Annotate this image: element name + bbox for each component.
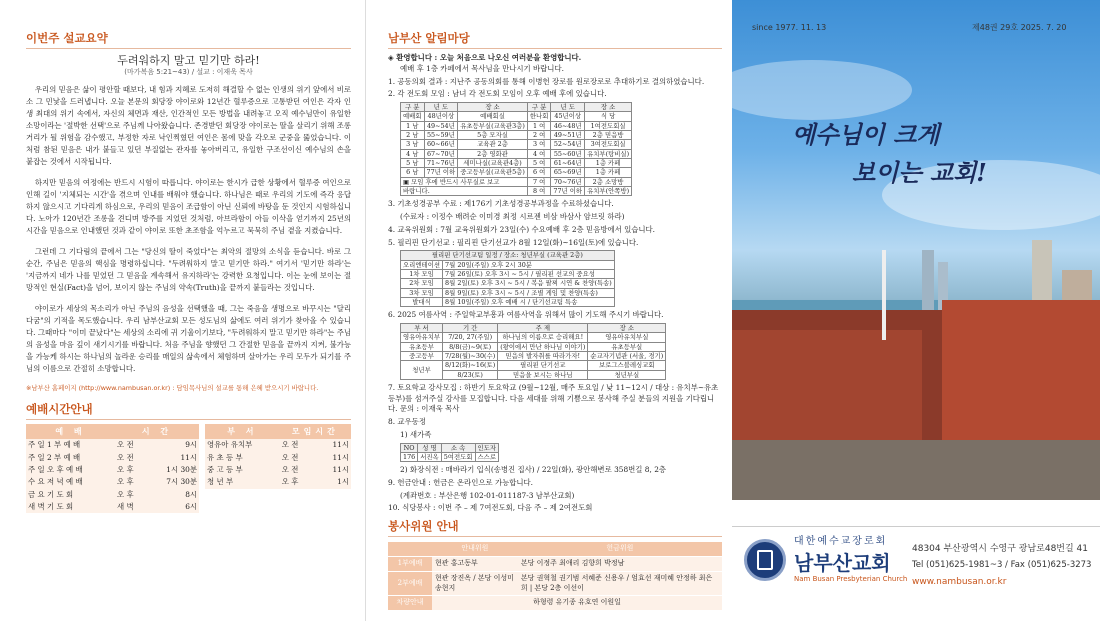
table-row: 5 남 71~76년 세미나실(교육관4층) 5 여 61~64년 1층 카페: [401, 159, 632, 168]
table-row: 8/23(토) 믿음을 보시는 하나님 청년부실: [401, 370, 666, 379]
news-item: 2) 화장식전 : 매바라기 입식(송병진 집사) / 22일(화), 광안해변로 358번길 8, 2층: [400, 465, 667, 475]
cover-photo: [732, 0, 1100, 500]
table-row: 예배회 48년이상 예배회실 한나회 45년이상 식 당: [401, 112, 632, 121]
news-panel: [366, 0, 732, 621]
denomination: 대한예수교장로회: [794, 536, 888, 547]
volunteer-table: 안내위원 헌금위원 1부예배 현관 홍고동부 본당 이정주 최애리 김향희 박정남 2부예배 현관 장진옥 / 본당 이성미 송현지 본당 권혁철 권기범 서혜준 신용우 / 엄효선 재미혜 안정하 최은희 | 본당 2층 이선이 차량안내 하형령 유기종 유호연 이원일: [388, 541, 722, 610]
phone-fax: Tel (051)625-1981~3 / Fax (051)625-3273: [912, 560, 1092, 570]
table-row: 2부예배 현관 장진옥 / 본당 이성미 송현지 본당 권혁철 권기범 서혜준 신용우 / 엄효선 재미혜 안정하 최은희 | 본당 2층 이선이: [388, 571, 722, 596]
sermon-title: 두려워하지 말고 믿기만 하라!: [117, 54, 260, 68]
news-item: 5. 필리핀 단기선교 : 필리핀 단기선교가 8월 12일(화)~16일(토)에 있습니다.: [388, 237, 639, 247]
news-item: 1) 새가족: [400, 429, 432, 439]
news-item: (계좌번호 : 부산은행 102-01-011187-3 남부산교회): [400, 490, 575, 500]
worship-table: [26, 424, 351, 513]
news-heading: 남부산 알림마당: [388, 30, 722, 49]
table-row: 4 남 67~70년 2층 영화관 4 여 55~60년 유치부(탕비실): [401, 149, 632, 158]
cover-title-line2: 보이는 교회!: [852, 158, 987, 187]
news-item: 8. 교우동정: [388, 417, 426, 427]
table-row: 2차 모임 8월 2일(토) 오후 3시 ~ 5시 / 복음 팔찌 시연 & 찬양(특송): [401, 279, 615, 288]
cover-panel: [732, 0, 1100, 621]
news-item: 4. 교육위원회 : 7월 교육위원회가 23일(수) 수요예배 후 2층 믿음방에서 있습니다.: [388, 224, 656, 234]
worship-heading: 예배시간안내: [26, 401, 351, 420]
summer-ministry-table: 부 서 기 간 주 제 장 소 영유아유치부 7/20, 27(주일) 하나님의 이름으로 승리해요! 영유아유치부실 유초등부 8/8(금)~9(토) (왕이에서 만난 하나님 이야기) 유초등부실 중고등부 7/28(월)~30(수) 믿음의 발자취를 따라가자! 순교자기념관 (서울, 경기) 청년부 8/12(화)~16(토) 필리핀 단기선교 보로그스블레싱교회 8/23(토) 믿음을 보시는 하나님 청년부실: [400, 323, 666, 380]
table-row: 주 일 1 부 예 배 오 전 9시 영유아 유치부 오 전 11시: [26, 439, 351, 451]
church-name-en: Nam Busan Presbyterian Church: [794, 575, 908, 583]
issue-number: 제48권 29호 2025. 7. 20: [972, 23, 1067, 32]
table-row: 1부예배 현관 홍고동부 본당 이정주 최애리 김향희 박정남: [388, 557, 722, 572]
table-row: 바랍니다. 8 여 77년 이하 유치부(안쪽방): [401, 186, 632, 195]
table-row: 주 일 2 부 예 배 오 전 11시 유 초 등 부 오 전 11시: [26, 452, 351, 464]
table-row: 6 남 77년 이하 중고등부실(교육관5층) 6 여 65~69년 1층 카페: [401, 168, 632, 177]
table-row: 금 요 기 도 회 오 후 8시: [26, 489, 351, 501]
sermon-reference: (마가복음 5:21~43) / 설교 : 이재욱 목사: [124, 68, 253, 77]
news-item: 7. 토요학교 강사모집 : 하반기 토요학교 (9월~12월, 매주 토요일 / 낮 11~12시 / 대상 : 유치부~유초등부)를 섬겨주실 강사를 모집합니다. 다음 세대를 위해 기쁨으로 봉사해 주실 분들의 지원을 기다립니다. 문의 : 이재욱 목사: [388, 382, 719, 414]
table-row: 수 요 저 녁 예 배 오 후 7시 30분 청 년 부 오 후 1시: [26, 476, 351, 488]
header-cell: 부 서: [205, 424, 280, 439]
table-row: 중고등부 7/28(월)~30(수) 믿음의 발자취를 따라가자! 순교자기념관 (서울, 경기): [401, 351, 666, 360]
news-item: 9. 헌금안내 : 헌금은 온라인으로 가능합니다.: [388, 477, 534, 487]
sermon-heading: 이번주 설교요약: [26, 30, 351, 49]
table-row: ▣ 모임 후에 반드시 사무실로 보고 7 여 70~76년 2층 소망방: [401, 177, 632, 186]
website-link[interactable]: www.nambusan.or.kr: [912, 577, 1007, 587]
table-row: 발대식 8월 10일(주일) 오후 예배 시 / 단기선교팀 특송: [401, 297, 615, 306]
sermon-paragraph: 야이로가 세상의 목소리가 아닌 주님의 음성을 선택했을 때, 그는 죽음을 생명으로 바꾸시는 "달리다굼"의 기적을 목도했습니다. 우리 남부산교회 모든 성도님의 삶에도 여러 위기가 찾아올 수 있습니다. 그때마다 "이미 끝났다"는 세상의 소리에 귀 기울이기보다, "두려워하지 말고 믿기만 하라"는 주님의 음성을 마음 깊이 새기시기를 바랍니다. 처음 주님을 향했던 그 간절한 믿음을 끝까지 지켜, 불가능을 가능케 하시는 하나님의 놀라운 승리를 매일의 삶속에서 체험하며 살아가는 우리 모두가 되기를 주님의 이름으로 간절히 소망합니다.: [26, 304, 351, 373]
table-row: 2 남 55~59년 5층 모자실 2 여 49~51년 2층 믿음방: [401, 131, 632, 140]
table-row: 주 일 오 후 예 배 오 후 1시 30분 중 고 등 부 오 전 11시: [26, 464, 351, 476]
news-item: 3. 기초성경공부 수료 : 제176기 기초성경공부과정을 수료하셨습니다.: [388, 199, 614, 209]
since-date: since 1977. 11. 13: [752, 23, 827, 32]
sermon-panel: [0, 0, 366, 621]
header-cell: 모임시간: [280, 424, 351, 439]
table-row: 3 남 60~66년 교육관 2층 3 여 52~54년 3여전도회실: [401, 140, 632, 149]
table-row: 176 서진옥 5여전도회 스스로: [401, 452, 499, 461]
news-list: [388, 53, 722, 514]
homepage-note: ※남부산 홈페이지 (http://www.nambusan.or.kr) : 담임목사님의 설교를 통해 은혜 받으시기 바랍니다.: [26, 383, 319, 392]
sermon-paragraph: 그런데 그 기다림의 끝에서 그는 "당신의 딸이 죽었다"는 최악의 절망의 소식을 듣습니다. 바로 그 순간, 주님은 믿음의 핵심을 명령하십니다. "두려워하지 말고 믿기만 하라." 여기서 '믿기만 하라'는 '지금까지 네가 나를 믿었던 그 믿음을 계속해서 유지하라'는 강력한 요청입니다. 이는 눈에 보이는 절망적인 현실(Fact)을 넘어, 보이지 않는 주님의 약속(Truth)을 끝까지 붙들라는 것입니다.: [26, 247, 351, 293]
address: 48304 부산광역시 수영구 광남로48번길 41: [912, 544, 1089, 554]
volunteer-heading: 봉사위원 안내: [388, 518, 722, 537]
header-cell: 시 간: [115, 424, 199, 439]
table-row: 1 남 49~54년 유초등부실(교육관3층) 1 여 46~48년 1여전도회실: [401, 121, 632, 130]
header-cell: 예 배: [26, 424, 115, 439]
fellowship-meeting-table: 구 분 년 도 장 소 구 분 년 도 장 소 예배회 48년이상 예배회실 한나회 45년이상 식 당 1 남 49~54년 유초등부실(교육관3층) 1 여 46~48년 1여전도회실 2 남 55~59년 5층 모자실 2 여 49~51년 2층 믿음방 3 남 60~66년 교육관 2층 3 여 52~54년 3여전도회실 4 남 67~70년 2층 영화관 4 여 55~60년 유치부(탕비실) 5 남 71~76년 세미나실(교육관4층) 5 여 61~64년 1층 카페 6 남 77년 이하 중고등부실(교육관5층) 6 여 65~69년 1층 카페 ▣ 모임 후에 반드시 사무실로 보고 7 여 70~76년 2층 소망방 바랍니다. 8 여 77년 이하 유치부(안쪽방): [400, 102, 632, 196]
church-name: 남부산교회: [794, 551, 891, 575]
table-row: 새 벽 기 도 회 새 벽 6시: [26, 501, 351, 513]
table-row: 오리엔테이션 7월 20일(주일) 오후 2시 30분: [401, 260, 615, 269]
sermon-paragraph: 우리의 믿음은 삶이 평안할 때보다, 내 힘과 지혜로 도저히 해결할 수 없는 인생의 위기 앞에서 비로소 그 민낯을 드러냅니다. 오늘 본문의 회당장 야이로와 12년간 혈루증으로 고통받던 여인은 각자 인생 최대의 위기 속에서, 자신의 체면과 재산, 인간적인 모든 방법을 내려놓고 오직 예수님만이 유일한 소망이라는 '절박한 선택'으로 주님께 나아왔습니다. 존경받던 회당장 야이로는 딸을 살리기 위해 조롱거리가 될 위험을 감수했고, 부정한 자로 낙인찍혔던 여인은 몸에 맞을 각오로 군중을 뚫었습니다. 이처럼 참된 믿음은 내가 붙들고 있던 부질없는 관자를 놓아버리고, 유일한 구조선이신 예수님의 손을 붙잡는 것에서 시작됩니다.: [26, 85, 351, 167]
table-row: 영유아유치부 7/20, 27(주일) 하나님의 이름으로 승리해요! 영유아유치부실: [401, 333, 666, 342]
table-row: 차량안내 하형령 유기종 유호연 이원일: [388, 596, 722, 610]
sermon-paragraph: 하지만 믿음의 여정에는 반드시 시험이 따릅니다. 야이로는 한시가 급한 상황에서 혈루증 여인으로 인해 길이 '지체되는 시간'을 겪으며 인내를 배워야 했습니다. 하나님은 때로 우리의 기도에 즉각 응답하지 않으시고 기다리게 하심으로, 우리의 믿음이 조급함이 아닌 신뢰에 바탕을 둔 것인지 시험하십니다. 노아가 120년간 조롱을 견디며 방주를 지었던 것처럼, 아브라함이 아들 이삭을 얻기까지 25년의 시간을 믿음으로 인내했던 것과 같이 야이로 또한 초조함을 억누르고 묵묵히 주님 곁을 지켰습니다.: [26, 178, 352, 236]
news-item: (수료자 : 이정수 배려순 이미경 최정 시르젠 비삼 바삼사 암브릿 하라): [400, 212, 625, 222]
welcome-text: ◈ 환영합니다 : 오늘 처음으로 나오신 여러분을 환영합니다. 예배 후 1층 카페에서 목사님을 만나시기 바랍니다.: [388, 53, 582, 73]
news-item: 1. 공동의회 결과 : 지난주 공동의회를 통해 이병헌 장로를 원로장로로 추대하기로 결의하였습니다.: [388, 76, 705, 86]
table-row: 1차 모임 7월 26일(토) 오후 3시 ~ 5시 / 필리핀 선교의 중요성: [401, 269, 615, 278]
news-item: 6. 2025 여름사역 : 주일학교부흥과 여름사역을 위해서 많이 기도해 주시기 바랍니다.: [388, 310, 664, 320]
church-seal-icon: [744, 539, 786, 581]
news-item: 10. 식당봉사 : 이번 주 – 제 7여전도회, 다음 주 – 제 2여전도회: [388, 503, 593, 513]
church-footer: [732, 526, 1100, 621]
cover-title-line1: 예수님이 크게: [792, 120, 940, 149]
table-row: 청년부 8/12(화)~16(토) 필리핀 단기선교 보로그스블레싱교회: [401, 361, 666, 370]
table-row: 유초등부 8/8(금)~9(토) (왕이에서 만난 하나님 이야기) 유초등부실: [401, 342, 666, 351]
new-family-table: NO 성 명 소 속 인도자 176 서진옥 5여전도회 스스로: [400, 443, 499, 463]
news-item: 2. 각 전도회 모임 : 남녀 각 전도회 모임이 오후 예배 후에 있습니다.: [388, 89, 607, 99]
philippines-schedule-table: 필리핀 단기선교팀 일정 / 장소: 청년부실 (교육관 2층) 오리엔테이션 7월 20일(주일) 오후 2시 30분 1차 모임 7월 26일(토) 오후 3시 ~ 5시 / 필리핀 선교의 중요성 2차 모임 8월 2일(토) 오후 3시 ~ 5시 / 복음 팔찌 시연 & 찬양(특송) 3차 모임 8월 9일(토) 오후 3시 ~ 5시 / 조별 게임 및 찬양(특송) 발대식 8월 10일(주일) 오후 예배 시 / 단기선교팀 특송: [400, 250, 615, 307]
table-row: 3차 모임 8월 9일(토) 오후 3시 ~ 5시 / 조별 게임 및 찬양(특송): [401, 288, 615, 297]
